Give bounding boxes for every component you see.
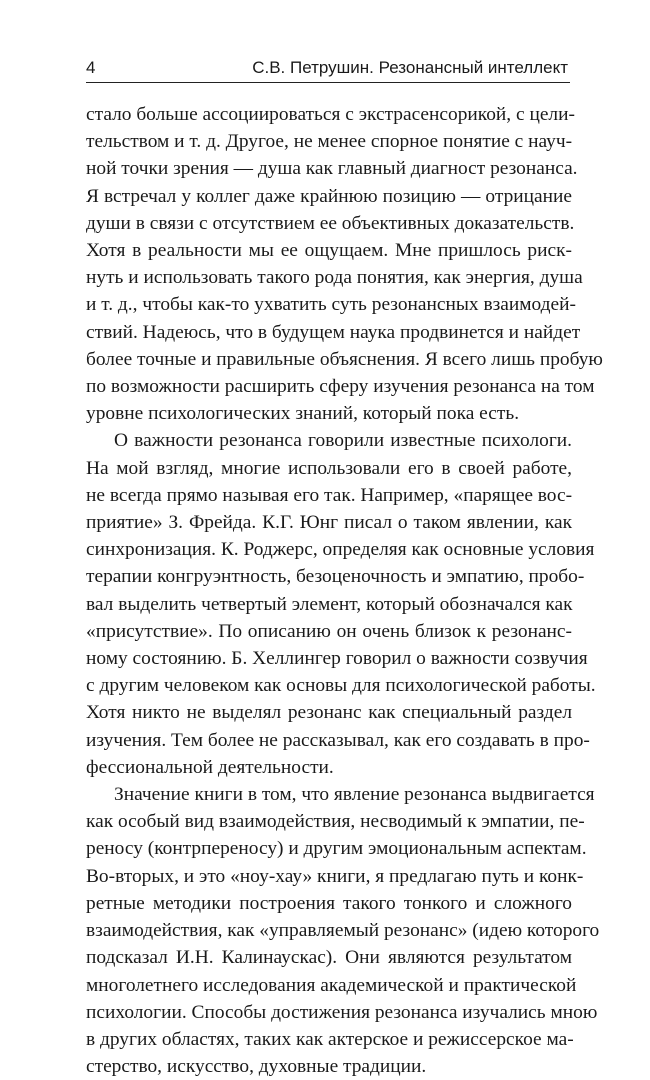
text-line: тельством и т. д. Другое, не менее спорное понятие с науч-: [86, 131, 573, 153]
text-line: изучения. Тем более не рассказывал, как его создавать в про-: [86, 729, 590, 751]
text-line: терапии конгруэнтность, безоценочность и эмпатию, пробо-: [86, 566, 585, 588]
text-line: в других областях, таких как актерское и режиссерское ма-: [86, 1028, 574, 1050]
text-line: вал выделить четвертый элемент, который обозначался как: [86, 593, 573, 615]
text-line: О важности резонанса говорили известные психологи.: [114, 430, 572, 452]
text-line: фессиональной деятельности.: [86, 756, 334, 778]
text-line: Я встречал у коллег даже крайнюю позицию — отрицание: [86, 185, 572, 207]
paragraph-3: [86, 781, 600, 1080]
text-line: Значение книги в том, что явление резонанса выдвигается: [114, 784, 595, 806]
text-line: более точные и правильные объяснения. Я всего лишь пробую: [86, 348, 603, 370]
paragraph-2: [86, 427, 596, 781]
text-line: На мой взгляд, многие использовали его в своей работе,: [86, 457, 572, 479]
text-line: многолетнего исследования академической и практической: [86, 974, 577, 996]
text-line: ной точки зрения — душа как главный диагност резонанса.: [86, 158, 578, 180]
text-line: как особый вид взаимодействия, несводимый к эмпатии, пе-: [86, 811, 585, 833]
text-line: не всегда прямо называя его так. Например, «парящее вос-: [86, 484, 573, 506]
text-line: «присутствие». По описанию он очень близок к резонанс-: [86, 620, 572, 642]
text-line: Во-вторых, и это «ноу-хау» книги, я предлагаю путь и конк-: [86, 865, 584, 887]
text-line: стало больше ассоциироваться с экстрасенсорикой, с цели-: [86, 104, 575, 125]
paragraph-1: [86, 101, 603, 427]
page-header: [86, 52, 570, 83]
text-line: стерство, искусство, духовные традиции.: [86, 1056, 427, 1078]
text-line: по возможности расширить сферу изучения резонанса на том: [86, 376, 595, 398]
text-line: подсказал И.Н. Калинаускас). Они являются результатом: [86, 947, 572, 969]
text-line: ствий. Надеюсь, что в будущем наука продвинется и найдет: [86, 321, 581, 343]
text-line: Хотя никто не выделял резонанс как специальный раздел: [86, 702, 572, 724]
text-line: взаимодействия, как «управляемый резонанс» (идею которого: [86, 920, 600, 942]
text-line: психологии. Способы достижения резонанса изучались мною: [86, 1001, 598, 1023]
text-line: реносу (контрпереносу) и другим эмоциональным аспектам.: [86, 838, 587, 860]
text-line: с другим человеком как основы для психологической работы.: [86, 675, 596, 697]
text-line: души в связи с отсутствием ее объективных доказательств.: [86, 212, 575, 234]
text-line: синхронизация. К. Роджерс, определяя как основные условия: [86, 539, 595, 561]
running-title: С.В. Петрушин. Резонансный интеллект: [252, 58, 568, 77]
text-line: уровне психологических знаний, который пока есть.: [86, 403, 520, 425]
body-text: [86, 101, 603, 1080]
text-line: Хотя в реальности мы ее ощущаем. Мне пришлось риск-: [86, 240, 572, 262]
text-line: приятие» З. Фрейда. К.Г. Юнг писал о таком явлении, как: [86, 512, 572, 534]
text-line: ному состоянию. Б. Хеллингер говорил о важности созвучия: [86, 648, 588, 670]
text-line: ретные методики построения такого тонкого и сложного: [86, 892, 572, 914]
page-number: 4: [86, 58, 96, 77]
text-line: нуть и использовать такого рода понятия, как энергия, душа: [86, 267, 583, 289]
text-line: и т. д., чтобы как-то ухватить суть резонансных взаимодей-: [86, 294, 576, 316]
